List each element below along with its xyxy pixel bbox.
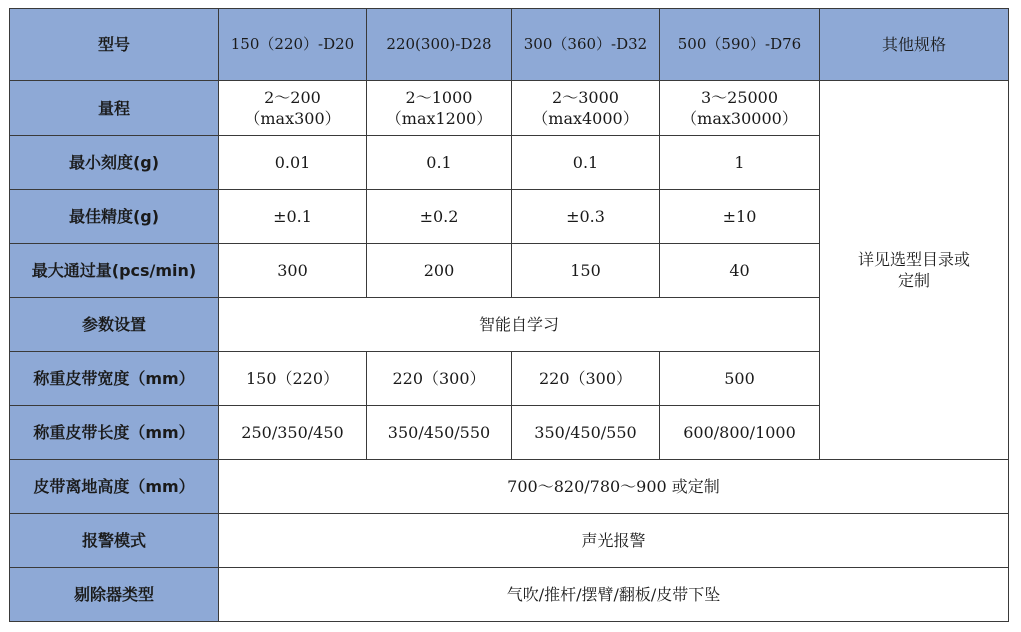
spec-sheet	[9, 8, 1009, 622]
other-specs-note	[820, 81, 1009, 460]
belt-width-label: 称重皮带宽度（mm）	[10, 352, 219, 406]
max-throughput-cell: 150	[512, 244, 660, 298]
range-value: 3～25000	[700, 88, 779, 107]
param-setting-label: 参数设置	[10, 298, 219, 352]
range-max: （max4000）	[532, 109, 639, 128]
row-alarm-mode	[10, 514, 1009, 568]
belt-width-cell: 500	[660, 352, 820, 406]
header-model-label: 型号	[10, 9, 219, 81]
max-throughput-cell: 300	[219, 244, 367, 298]
range-max: （max300）	[244, 109, 341, 128]
max-throughput-label: 最大通过量(pcs/min)	[10, 244, 219, 298]
rejector-type-label: 剔除器类型	[10, 568, 219, 622]
best-precision-cell: ±0.1	[219, 190, 367, 244]
range-max: （max1200）	[385, 109, 493, 128]
row-belt-height	[10, 460, 1009, 514]
header-model-1: 150（220）-D20	[219, 9, 367, 81]
belt-length-label: 称重皮带长度（mm）	[10, 406, 219, 460]
alarm-mode-value: 声光报警	[219, 514, 1009, 568]
max-throughput-cell: 200	[367, 244, 512, 298]
best-precision-label: 最佳精度(g)	[10, 190, 219, 244]
belt-width-cell: 220（300）	[367, 352, 512, 406]
range-cell-1	[219, 81, 367, 136]
other-note-line-1: 详见选型目录或	[857, 250, 970, 269]
range-value: 2～3000	[552, 88, 619, 107]
row-range	[10, 81, 1009, 136]
belt-height-value: 700～820/780～900 或定制	[219, 460, 1009, 514]
spec-table	[9, 8, 1009, 622]
min-scale-cell: 1	[660, 136, 820, 190]
row-rejector-type	[10, 568, 1009, 622]
other-note-line-2: 定制	[897, 271, 930, 290]
belt-length-cell: 250/350/450	[219, 406, 367, 460]
min-scale-cell: 0.01	[219, 136, 367, 190]
alarm-mode-label: 报警模式	[10, 514, 219, 568]
range-cell-3	[512, 81, 660, 136]
rejector-type-value: 气吹/推杆/摆臂/翻板/皮带下坠	[219, 568, 1009, 622]
min-scale-cell: 0.1	[512, 136, 660, 190]
belt-width-cell: 150（220）	[219, 352, 367, 406]
best-precision-cell: ±10	[660, 190, 820, 244]
min-scale-label: 最小刻度(g)	[10, 136, 219, 190]
header-model-3: 300（360）-D32	[512, 9, 660, 81]
header-model-4: 500（590）-D76	[660, 9, 820, 81]
belt-width-cell: 220（300）	[512, 352, 660, 406]
min-scale-cell: 0.1	[367, 136, 512, 190]
belt-length-cell: 600/800/1000	[660, 406, 820, 460]
range-value: 2～200	[264, 88, 321, 107]
best-precision-cell: ±0.2	[367, 190, 512, 244]
belt-height-label: 皮带离地高度（mm）	[10, 460, 219, 514]
header-row	[10, 9, 1009, 81]
range-label: 量程	[10, 81, 219, 136]
range-max: （max30000）	[681, 109, 798, 128]
header-other-specs: 其他规格	[820, 9, 1009, 81]
range-cell-2	[367, 81, 512, 136]
range-value: 2～1000	[405, 88, 473, 107]
param-setting-value: 智能自学习	[219, 298, 820, 352]
belt-length-cell: 350/450/550	[512, 406, 660, 460]
header-model-2: 220(300)-D28	[367, 9, 512, 81]
max-throughput-cell: 40	[660, 244, 820, 298]
range-cell-4	[660, 81, 820, 136]
best-precision-cell: ±0.3	[512, 190, 660, 244]
belt-length-cell: 350/450/550	[367, 406, 512, 460]
